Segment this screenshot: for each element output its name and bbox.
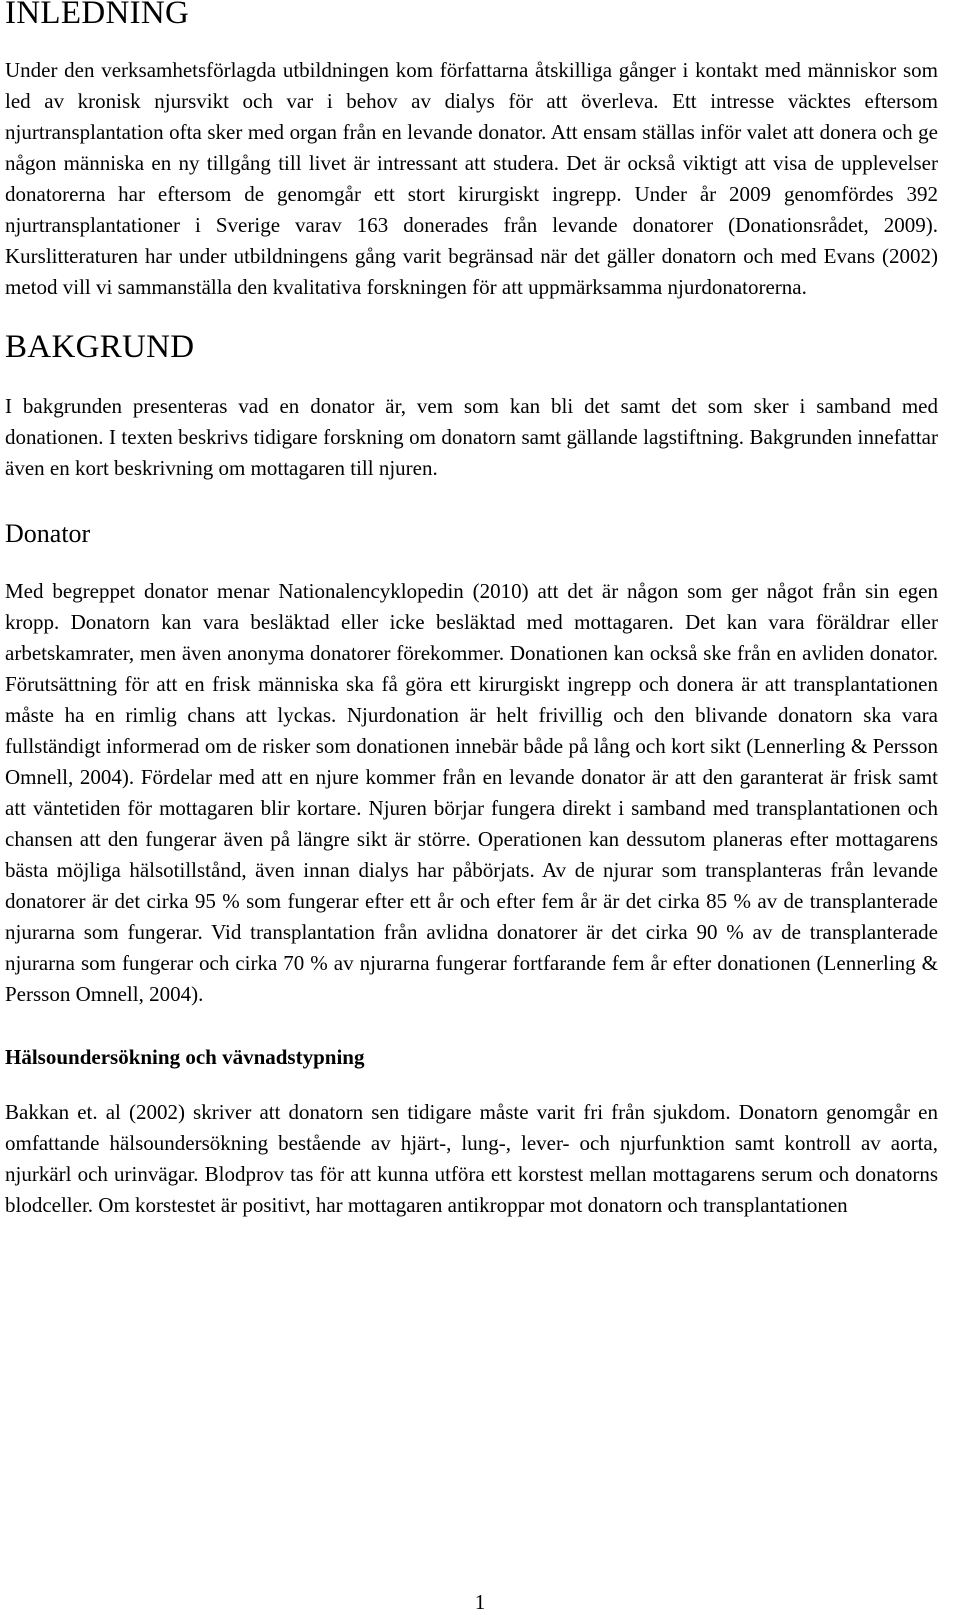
heading-halsoundersokning: Hälsoundersökning och vävnadstypning bbox=[5, 1045, 365, 1069]
heading-bakgrund: BAKGRUND bbox=[5, 329, 195, 365]
page-number: 1 bbox=[474, 1590, 486, 1614]
paragraph-bakgrund: I bakgrunden presenteras vad en donator är, vem som kan bli det samt det som sker i samband med donationen. I texten beskrivs tidigare forskning om donatorn samt gällande lagstiftning. Bakgrunden innefattar även en kort beskrivning om mottagaren till njuren. bbox=[5, 394, 938, 480]
paragraph-donator: Med begreppet donator menar Nationalencyklopedin (2010) att det är någon som ger något från sin egen kropp. Donatorn kan vara besläktad eller icke besläktad med mottagaren. Det kan vara föräldrar eller arbetskamrater, men även anonyma donatorer förekommer. Donationen kan också ske från en avliden donator. Förutsättning för att en frisk människa ska få göra ett kirurgiskt ingrepp och donera är att transplantationen måste ha en rimlig chans att lyckas. Njurdonation är helt frivillig och den blivande donatorn ska vara fullständigt informerad om de risker som donationen innebär både på lång och kort sikt (Lennerling & Persson Omnell, 2004). Fördelar med att en njure kommer från en levande donator är att den garanterat är frisk samt att väntetiden för mottagaren blir kortare. Njuren börjar fungera direkt i samband med transplantationen och chansen att den fungerar även på längre sikt är större. Operationen kan dessutom planeras efter mottagarens bästa möjliga hälsotillstånd, även innan dialys har påbörjats. Av de njurar som transplanteras från levande donatorer är det cirka 95 % som fungerar efter ett år och efter fem år är det cirka 85 % av de transplanterade njurarna som fungerar. Vid transplantation från avlidna donatorer är det cirka 90 % av de transplanterade njurarna som fungerar och cirka 70 % av njurarna fungerar fortfarande fem år efter donationen (Lennerling & Persson Omnell, 2004). bbox=[5, 579, 938, 1006]
heading-inledning: INLEDNING bbox=[5, 0, 190, 31]
paragraph-inledning: Under den verksamhetsförlagda utbildningen kom författarna åtskilliga gånger i kontakt med människor som led av kronisk njursvikt och var i behov av dialys för att överleva. Ett intresse väcktes eftersom njurtransplantation ofta sker med organ från en levande donator. Att ensam ställas inför valet att donera och ge någon människa en ny tillgång till livet är intressant att studera. Det är också viktigt att visa de upplevelser donatorerna har eftersom de genomgår ett stort kirurgiskt ingrepp. Under år 2009 genomfördes 392 njurtransplantationer i Sverige varav 163 donerades från levande donatorer (Donationsrådet, 2009). Kurslitteraturen har under utbildningens gång varit begränsad när det gäller donatorn och med Evans (2002) metod vill vi sammanställa den kvalitativa forskningen för att uppmärksamma njurdonatorerna. bbox=[5, 58, 938, 299]
heading-donator: Donator bbox=[5, 519, 91, 548]
paragraph-halsoundersokning: Bakkan et. al (2002) skriver att donatorn sen tidigare måste varit fri från sjukdom. Donatorn genomgår en omfattande hälsoundersökning bestående av hjärt-, lung-, lever- och njurfunktion samt kontroll av aorta, njurkärl och urinvägar. Blodprov tas för att kunna utföra ett korstest mellan mottagarens serum och donatorns blodceller. Om korstestet är positivt, har mottagaren antikroppar mot donatorn och transplantationen bbox=[5, 1100, 938, 1217]
